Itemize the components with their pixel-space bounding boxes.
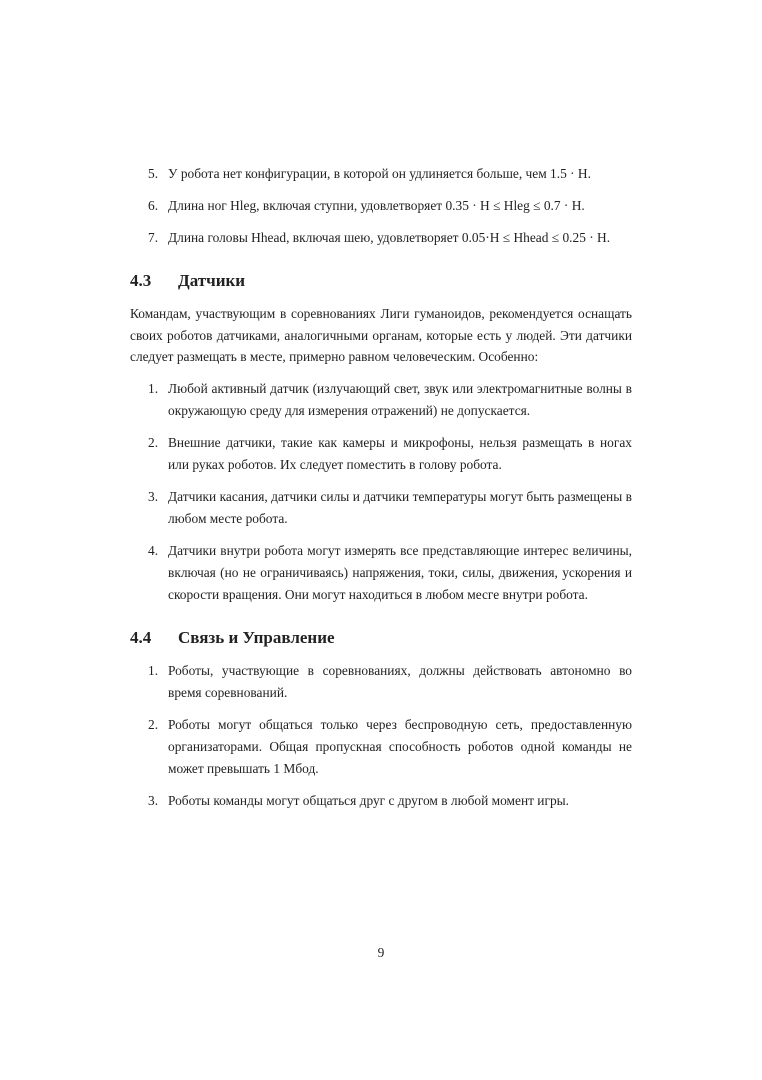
list-item xyxy=(130,660,632,704)
list-item xyxy=(130,227,632,249)
list-item-number: 3. xyxy=(148,488,159,504)
list-item-text: Внешние датчики, такие как камеры и микрофоны, нельзя размещать в ногах или руках роботов. Их следует поместить в голову робота. xyxy=(168,434,632,472)
list-item xyxy=(130,378,632,422)
section-number: 4.3 xyxy=(130,271,152,290)
sensors-list xyxy=(130,378,632,606)
list-item-text: Длина головы Hhead, включая шею, удовлетворяет 0.05·H ≤ Hhead ≤ 0.25 · H. xyxy=(168,230,611,245)
list-item-text: Датчики внутри робота могут измерять все представляющие интерес величины, включая (но не ограничиваясь) напряжения, токи, силы, движения, ускорения и скорости вращения. Они могут находиться в любом месге внутри робота. xyxy=(168,542,632,602)
list-item-text: Роботы команды могут общаться друг с другом в любой момент игры. xyxy=(168,792,570,808)
section-title: Датчики xyxy=(178,271,246,290)
list-item-text: Любой активный датчик (излучающий свет, звук или электромагнитные волны в окружающую среду для измерения отражений) не допускается. xyxy=(168,380,632,418)
list-item-number: 3. xyxy=(148,792,159,808)
list-item-number: 1. xyxy=(148,380,159,396)
list-item-text: У робота нет конфигурации, в которой он удлиняется больше, чем 1.5 · H. xyxy=(168,166,591,181)
sensors-intro-paragraph: Командам, участвующим в соревнованиях Лиги гуманоидов, рекомендуется оснащать своих роботов датчиками, аналогичными органам, которые есть у людей. Эти датчики следует размещать в месте, примерно равном человеческим. Особенно: xyxy=(130,306,632,364)
communication-list xyxy=(130,660,632,812)
list-item-number: 1. xyxy=(148,662,159,678)
list-item xyxy=(130,195,632,217)
section-title: Связь и Управление xyxy=(178,627,335,647)
list-item-text: Роботы могут общаться только через беспроводную сеть, предоставленную организаторами. Общая пропускная способность роботов одной команды не может превышать 1 Мбод. xyxy=(168,716,632,776)
list-item xyxy=(130,486,632,530)
list-item-text: Датчики касания, датчики силы и датчики температуры могут быть размещены в любом месте робота. xyxy=(168,488,632,526)
page-content xyxy=(130,163,632,822)
list-item xyxy=(130,163,632,185)
list-item-number: 2. xyxy=(148,434,159,450)
section-number: 4.4 xyxy=(130,627,152,647)
list-item-number: 5. xyxy=(148,166,159,181)
section-heading-communication xyxy=(130,626,632,650)
list-item-number: 2. xyxy=(148,716,159,732)
list-item xyxy=(130,540,632,606)
list-item-text: Роботы, участвующие в соревнованиях, должны действовать автономно во время соревнований. xyxy=(168,662,632,700)
list-item-number: 7. xyxy=(148,230,159,245)
list-item xyxy=(130,714,632,780)
list-item-text: Длина ног Hleg, включая ступни, удовлетворяет 0.35 · H ≤ Hleg ≤ 0.7 · H. xyxy=(168,198,585,213)
list-item-number: 4. xyxy=(148,542,159,558)
robot-dimensions-list xyxy=(130,163,632,249)
list-item xyxy=(130,790,632,812)
section-heading-sensors xyxy=(130,269,632,293)
list-item-number: 6. xyxy=(148,198,159,213)
list-item xyxy=(130,432,632,476)
page-number: 9 xyxy=(377,945,385,960)
